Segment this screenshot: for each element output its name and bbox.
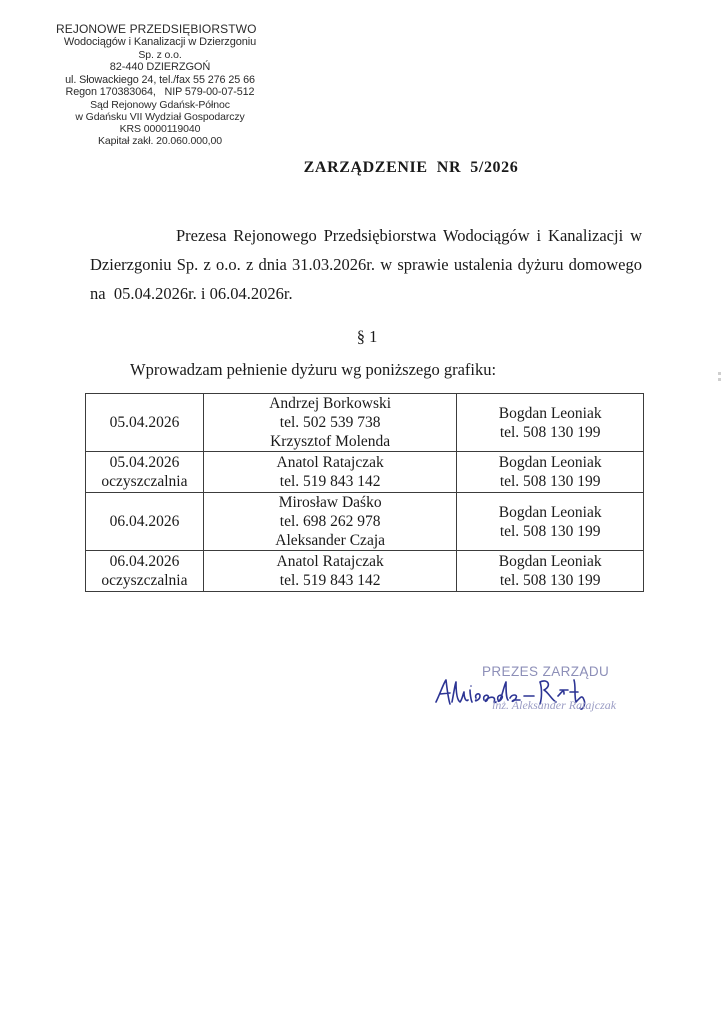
supervisor-name: Bogdan Leoniak — [498, 404, 602, 422]
letterhead-court: Sąd Rejonowy Gdańsk-Północ — [90, 98, 230, 111]
duty-schedule-table — [85, 393, 644, 592]
date-cell — [86, 493, 204, 551]
letterhead-company-subtitle: Wodociągów i Kanalizacji w Dzierzgoniu — [63, 36, 257, 48]
supervisor-phone: tel. 508 130 199 — [499, 423, 601, 441]
supervisor-name: Bogdan Leoniak — [498, 503, 602, 521]
date-text: 05.04.2026 — [109, 454, 180, 471]
letterhead-court-division: w Gdańsku VII Wydział Gospodarczy — [75, 110, 245, 123]
table-row — [86, 551, 644, 592]
date-text: 06.04.2026 — [109, 513, 180, 530]
duty-person-name: Anatol Ratajczak — [276, 553, 384, 570]
location-text: oczyszczalnia — [101, 572, 188, 589]
supervisor-phone: tel. 508 130 199 — [499, 473, 601, 490]
intro-paragraph: Prezesa Rejonowego Przedsiębiorstwa Wodociągów i Kanalizacji w Dzierzgoniu Sp. z o.o. z dnia 31.03.2026r. w sprawie ustalenia dyżuru domowego na 05.04.2026r. i 06.04.2026r. — [90, 226, 647, 303]
schedule-lead-text: Wprowadzam pełnienie dyżuru wg poniższego grafiku: — [130, 360, 497, 379]
supervisor-phone: tel. 508 130 199 — [499, 572, 601, 589]
duty-person-name: Aleksander Czaja — [275, 532, 386, 549]
supervisor-cell — [457, 493, 644, 551]
document-title-wrap — [0, 159, 724, 177]
table-row — [86, 452, 644, 493]
duty-cell — [203, 493, 456, 551]
date-cell — [86, 452, 204, 493]
section-number: § 1 — [356, 327, 378, 346]
supervisor-cell — [457, 551, 644, 592]
company-letterhead-stamp — [40, 22, 280, 147]
table-row — [86, 493, 644, 551]
duty-person-name: Krzysztof Molenda — [270, 433, 391, 450]
duty-phone: tel. 698 262 978 — [279, 513, 381, 530]
date-cell — [86, 551, 204, 592]
duty-cell — [203, 452, 456, 493]
duty-cell — [203, 394, 456, 452]
signature-role-stamp: PREZES ZARZĄDU — [482, 664, 610, 679]
letterhead-legal-form: Sp. z o.o. — [138, 49, 182, 61]
letterhead-regon-nip: Regon 170383064, NIP 579-00-07-512 — [65, 86, 255, 99]
supervisor-cell — [457, 452, 644, 493]
date-cell — [86, 394, 204, 452]
signatory-name: inż. Aleksander Ratajczak — [492, 698, 617, 712]
duty-person-name: Anatol Ratajczak — [276, 454, 384, 471]
letterhead-address-phone: ul. Słowackiego 24, tel./fax 55 276 25 66 — [65, 74, 255, 87]
document-title: ZARZĄDZENIE NR 5/2026 — [303, 159, 519, 176]
document-intro — [90, 221, 647, 308]
duty-person-name: Andrzej Borkowski — [269, 395, 392, 412]
table-row — [86, 394, 644, 452]
letterhead-company-name: REJONOWE PRZEDSIĘBIORSTWO — [56, 22, 257, 36]
location-text: oczyszczalnia — [101, 473, 188, 490]
scan-edge-mark — [718, 372, 721, 382]
duty-phone: tel. 502 539 738 — [279, 414, 381, 431]
supervisor-name: Bogdan Leoniak — [498, 553, 602, 570]
duty-phone: tel. 519 843 142 — [279, 473, 381, 490]
signature-block — [430, 660, 630, 720]
duty-phone: tel. 519 843 142 — [279, 572, 381, 589]
letterhead-postal-city: 82-440 DZIERZGOŃ — [109, 61, 211, 74]
supervisor-phone: tel. 508 130 199 — [499, 522, 601, 540]
letterhead-krs: KRS 0000119040 — [119, 123, 201, 136]
date-text: 06.04.2026 — [109, 553, 180, 570]
duty-person-name: Mirosław Daśko — [278, 494, 382, 511]
supervisor-cell — [457, 394, 644, 452]
letterhead-capital: Kapitał zakł. 20.060.000,00 — [98, 135, 222, 148]
supervisor-name: Bogdan Leoniak — [498, 454, 602, 471]
duty-cell — [203, 551, 456, 592]
date-text: 05.04.2026 — [109, 414, 180, 431]
